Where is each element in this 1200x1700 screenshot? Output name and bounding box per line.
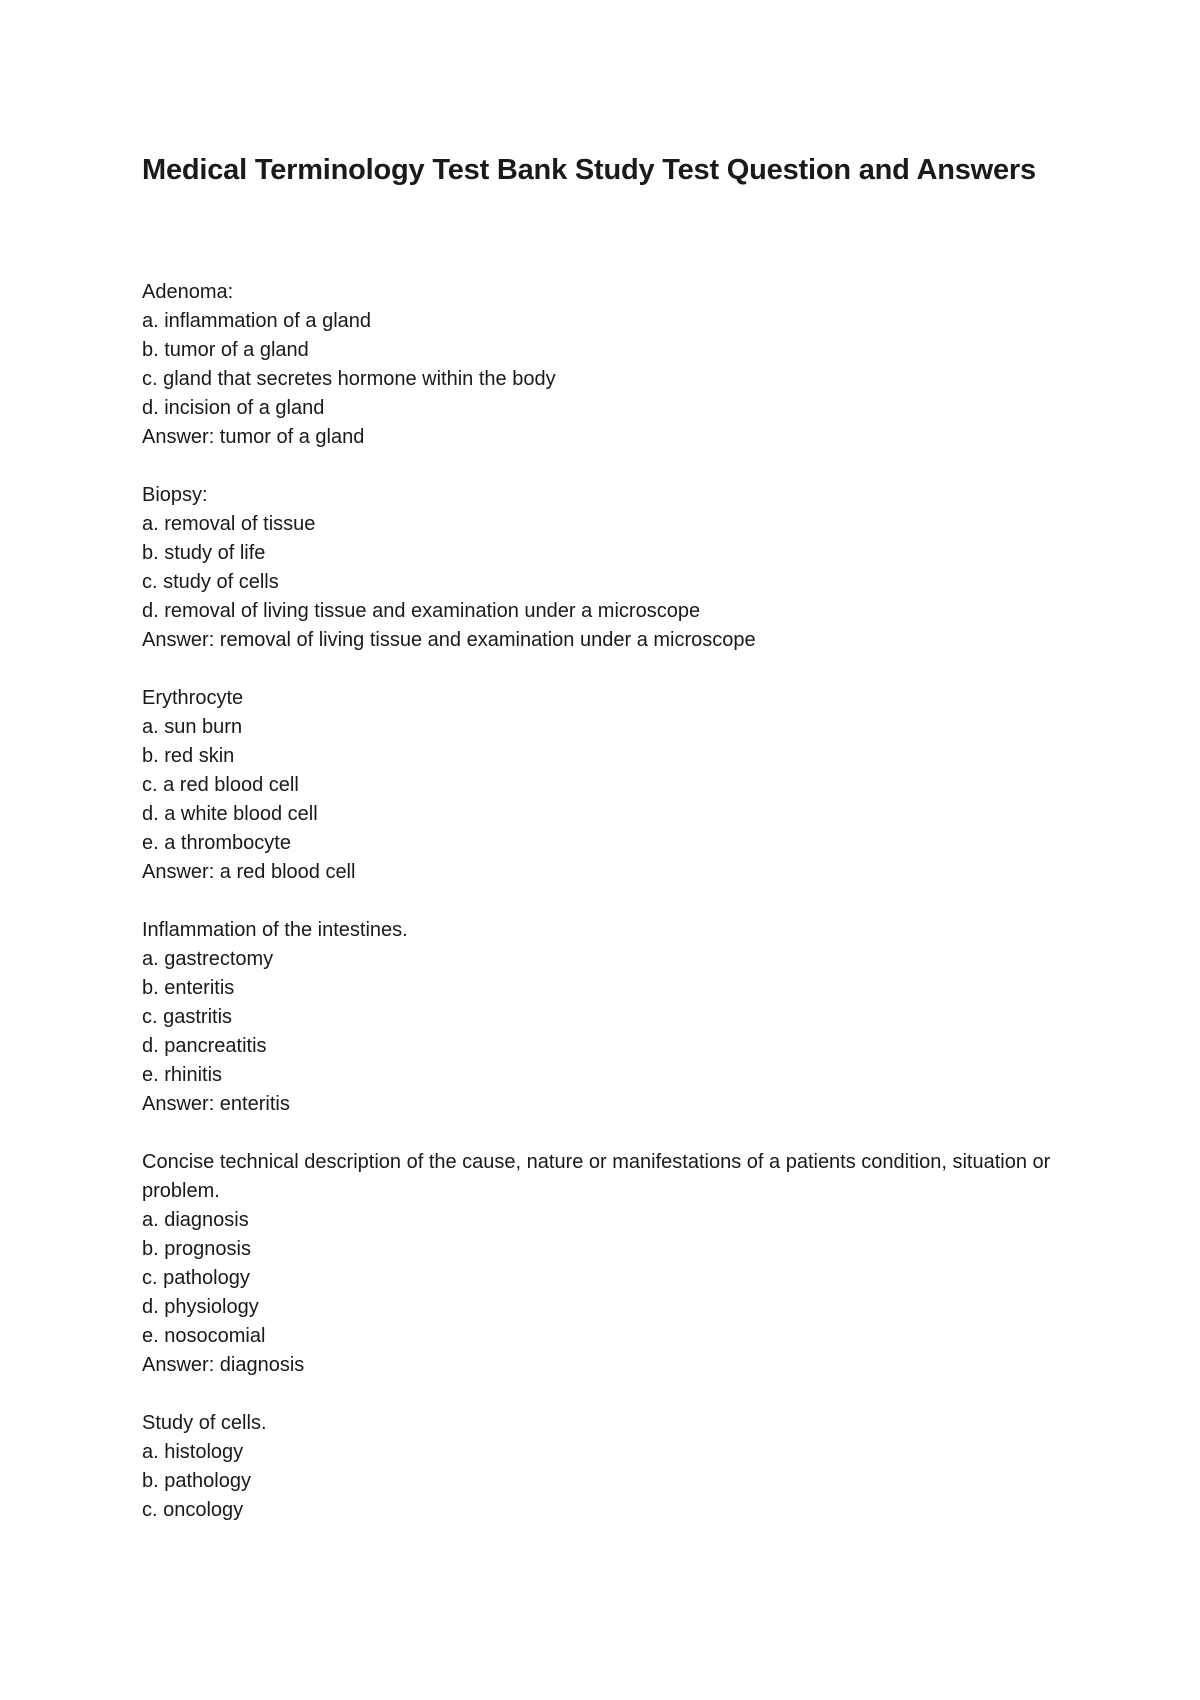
answer-option: d. removal of living tissue and examination under a microscope — [142, 600, 701, 622]
answer-option: d. a white blood cell — [142, 803, 318, 825]
question-block — [142, 684, 1072, 887]
document-page — [142, 150, 1072, 1554]
answer-option: b. enteritis — [142, 977, 235, 999]
question-block — [142, 916, 1072, 1119]
question-prompt: Biopsy: — [142, 484, 208, 506]
answer-option: b. tumor of a gland — [142, 339, 309, 361]
question-block — [142, 1409, 1072, 1525]
question-prompt: Concise technical description of the cause, nature or manifestations of a patients condition, situation or problem. — [142, 1151, 1051, 1202]
question-block — [142, 278, 1072, 452]
answer-option: a. histology — [142, 1441, 244, 1463]
answer-option: d. incision of a gland — [142, 397, 325, 419]
document-title: Medical Terminology Test Bank Study Test Question and Answers — [142, 154, 1036, 186]
question-prompt: Adenoma: — [142, 281, 234, 303]
answer-option: a. inflammation of a gland — [142, 310, 372, 332]
answer-option: b. study of life — [142, 542, 266, 564]
answer-option: e. nosocomial — [142, 1325, 266, 1347]
correct-answer: Answer: tumor of a gland — [142, 426, 365, 448]
answer-option: b. pathology — [142, 1470, 251, 1492]
correct-answer: Answer: removal of living tissue and examination under a microscope — [142, 629, 756, 651]
answer-option: b. prognosis — [142, 1238, 251, 1260]
question-prompt: Study of cells. — [142, 1412, 267, 1434]
question-block — [142, 481, 1072, 655]
answer-option: c. pathology — [142, 1267, 250, 1289]
answer-option: a. sun burn — [142, 716, 243, 738]
correct-answer: Answer: a red blood cell — [142, 861, 356, 883]
answer-option: a. diagnosis — [142, 1209, 249, 1231]
answer-option: a. gastrectomy — [142, 948, 274, 970]
answer-option: e. rhinitis — [142, 1064, 223, 1086]
answer-option: c. gastritis — [142, 1006, 233, 1028]
correct-answer: Answer: enteritis — [142, 1093, 290, 1115]
answer-option: c. a red blood cell — [142, 774, 299, 796]
answer-option: b. red skin — [142, 745, 235, 767]
question-prompt: Erythrocyte — [142, 687, 244, 709]
question-block — [142, 1148, 1072, 1380]
answer-option: c. study of cells — [142, 571, 279, 593]
answer-option: e. a thrombocyte — [142, 832, 291, 854]
question-prompt: Inflammation of the intestines. — [142, 919, 408, 941]
answer-option: c. gland that secretes hormone within the body — [142, 368, 556, 390]
answer-option: d. physiology — [142, 1296, 259, 1318]
answer-option: d. pancreatitis — [142, 1035, 267, 1057]
answer-option: c. oncology — [142, 1499, 244, 1521]
answer-option: a. removal of tissue — [142, 513, 316, 535]
correct-answer: Answer: diagnosis — [142, 1354, 305, 1376]
